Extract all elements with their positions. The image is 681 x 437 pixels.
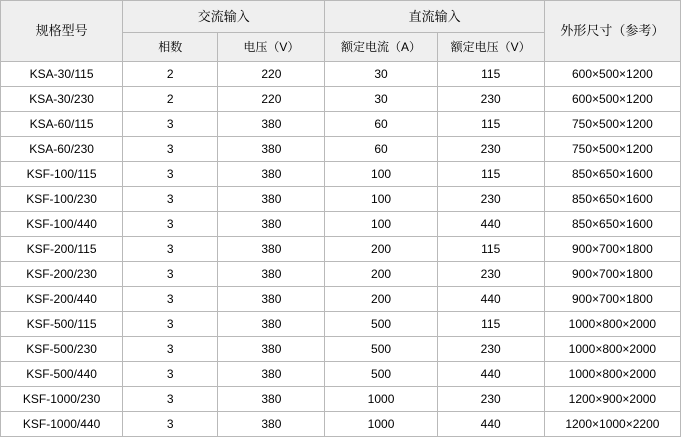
cell-dimensions: 900×700×1800 — [544, 262, 680, 287]
cell-rated-current: 60 — [325, 137, 437, 162]
cell-rated-voltage: 230 — [437, 187, 544, 212]
column-header-dimensions: 外形尺寸（参考） — [544, 1, 680, 62]
cell-ac-voltage: 380 — [218, 212, 325, 237]
table-header-row-groups — [1, 1, 681, 33]
cell-rated-voltage: 230 — [437, 262, 544, 287]
cell-rated-voltage: 230 — [437, 337, 544, 362]
cell-rated-current: 500 — [325, 312, 437, 337]
cell-ac-voltage: 380 — [218, 237, 325, 262]
cell-ac-voltage: 380 — [218, 112, 325, 137]
column-header-rated-current: 额定电流（A） — [325, 33, 437, 62]
cell-rated-voltage: 440 — [437, 412, 544, 437]
cell-rated-current: 100 — [325, 187, 437, 212]
cell-phase: 3 — [123, 162, 218, 187]
table-row — [1, 362, 681, 387]
cell-model: KSF-1000/230 — [1, 387, 123, 412]
cell-phase: 2 — [123, 62, 218, 87]
cell-phase: 3 — [123, 312, 218, 337]
cell-ac-voltage: 380 — [218, 312, 325, 337]
cell-model: KSA-30/230 — [1, 87, 123, 112]
cell-rated-current: 200 — [325, 287, 437, 312]
table-row — [1, 187, 681, 212]
cell-model: KSF-1000/440 — [1, 412, 123, 437]
cell-rated-voltage: 115 — [437, 312, 544, 337]
table-row — [1, 112, 681, 137]
table-row — [1, 212, 681, 237]
cell-ac-voltage: 380 — [218, 187, 325, 212]
table-row — [1, 287, 681, 312]
cell-rated-current: 30 — [325, 62, 437, 87]
table-row — [1, 162, 681, 187]
table-row — [1, 237, 681, 262]
cell-dimensions: 600×500×1200 — [544, 62, 680, 87]
cell-model: KSF-100/440 — [1, 212, 123, 237]
cell-ac-voltage: 380 — [218, 162, 325, 187]
table-row — [1, 312, 681, 337]
cell-rated-voltage: 230 — [437, 137, 544, 162]
cell-model: KSF-200/230 — [1, 262, 123, 287]
cell-model: KSA-60/115 — [1, 112, 123, 137]
table-row — [1, 387, 681, 412]
cell-rated-voltage: 115 — [437, 62, 544, 87]
cell-dimensions: 750×500×1200 — [544, 137, 680, 162]
cell-phase: 3 — [123, 387, 218, 412]
cell-rated-voltage: 115 — [437, 162, 544, 187]
cell-rated-current: 200 — [325, 262, 437, 287]
column-header-phase: 相数 — [123, 33, 218, 62]
column-header-rated-voltage: 额定电压（V） — [437, 33, 544, 62]
cell-rated-current: 200 — [325, 237, 437, 262]
cell-dimensions: 1000×800×2000 — [544, 312, 680, 337]
cell-model: KSF-100/115 — [1, 162, 123, 187]
table-header — [1, 1, 681, 62]
cell-dimensions: 850×650×1600 — [544, 187, 680, 212]
table-row — [1, 337, 681, 362]
cell-model: KSA-30/115 — [1, 62, 123, 87]
cell-ac-voltage: 380 — [218, 262, 325, 287]
cell-rated-current: 100 — [325, 162, 437, 187]
cell-ac-voltage: 220 — [218, 62, 325, 87]
cell-rated-voltage: 230 — [437, 387, 544, 412]
cell-ac-voltage: 380 — [218, 137, 325, 162]
cell-ac-voltage: 380 — [218, 287, 325, 312]
cell-model: KSF-100/230 — [1, 187, 123, 212]
cell-rated-voltage: 115 — [437, 112, 544, 137]
cell-rated-voltage: 440 — [437, 362, 544, 387]
cell-ac-voltage: 380 — [218, 337, 325, 362]
cell-ac-voltage: 220 — [218, 87, 325, 112]
column-header-ac-voltage: 电压（V） — [218, 33, 325, 62]
cell-phase: 2 — [123, 87, 218, 112]
cell-model: KSA-60/230 — [1, 137, 123, 162]
cell-model: KSF-500/440 — [1, 362, 123, 387]
cell-ac-voltage: 380 — [218, 362, 325, 387]
cell-phase: 3 — [123, 412, 218, 437]
table-body — [1, 62, 681, 437]
table-row — [1, 137, 681, 162]
cell-rated-current: 100 — [325, 212, 437, 237]
column-header-ac-input: 交流输入 — [123, 1, 325, 33]
column-header-model: 规格型号 — [1, 1, 123, 62]
cell-phase: 3 — [123, 212, 218, 237]
cell-dimensions: 900×700×1800 — [544, 287, 680, 312]
cell-model: KSF-200/115 — [1, 237, 123, 262]
cell-ac-voltage: 380 — [218, 412, 325, 437]
cell-rated-current: 500 — [325, 362, 437, 387]
cell-model: KSF-500/230 — [1, 337, 123, 362]
cell-model: KSF-200/440 — [1, 287, 123, 312]
cell-rated-current: 500 — [325, 337, 437, 362]
cell-dimensions: 1200×900×2000 — [544, 387, 680, 412]
cell-phase: 3 — [123, 112, 218, 137]
cell-ac-voltage: 380 — [218, 387, 325, 412]
cell-model: KSF-500/115 — [1, 312, 123, 337]
cell-rated-current: 1000 — [325, 412, 437, 437]
cell-dimensions: 1000×800×2000 — [544, 362, 680, 387]
cell-dimensions: 850×650×1600 — [544, 162, 680, 187]
cell-rated-voltage: 115 — [437, 237, 544, 262]
cell-phase: 3 — [123, 287, 218, 312]
cell-dimensions: 900×700×1800 — [544, 237, 680, 262]
table-row — [1, 62, 681, 87]
cell-rated-voltage: 230 — [437, 87, 544, 112]
cell-phase: 3 — [123, 362, 218, 387]
cell-dimensions: 1000×800×2000 — [544, 337, 680, 362]
table-row — [1, 87, 681, 112]
cell-phase: 3 — [123, 237, 218, 262]
table-row — [1, 262, 681, 287]
cell-dimensions: 600×500×1200 — [544, 87, 680, 112]
cell-rated-voltage: 440 — [437, 212, 544, 237]
cell-phase: 3 — [123, 137, 218, 162]
column-header-dc-input: 直流输入 — [325, 1, 544, 33]
cell-dimensions: 850×650×1600 — [544, 212, 680, 237]
cell-rated-current: 30 — [325, 87, 437, 112]
cell-rated-current: 60 — [325, 112, 437, 137]
table-row — [1, 412, 681, 437]
cell-dimensions: 750×500×1200 — [544, 112, 680, 137]
cell-rated-voltage: 440 — [437, 287, 544, 312]
cell-phase: 3 — [123, 337, 218, 362]
cell-phase: 3 — [123, 187, 218, 212]
cell-rated-current: 1000 — [325, 387, 437, 412]
cell-dimensions: 1200×1000×2200 — [544, 412, 680, 437]
cell-phase: 3 — [123, 262, 218, 287]
